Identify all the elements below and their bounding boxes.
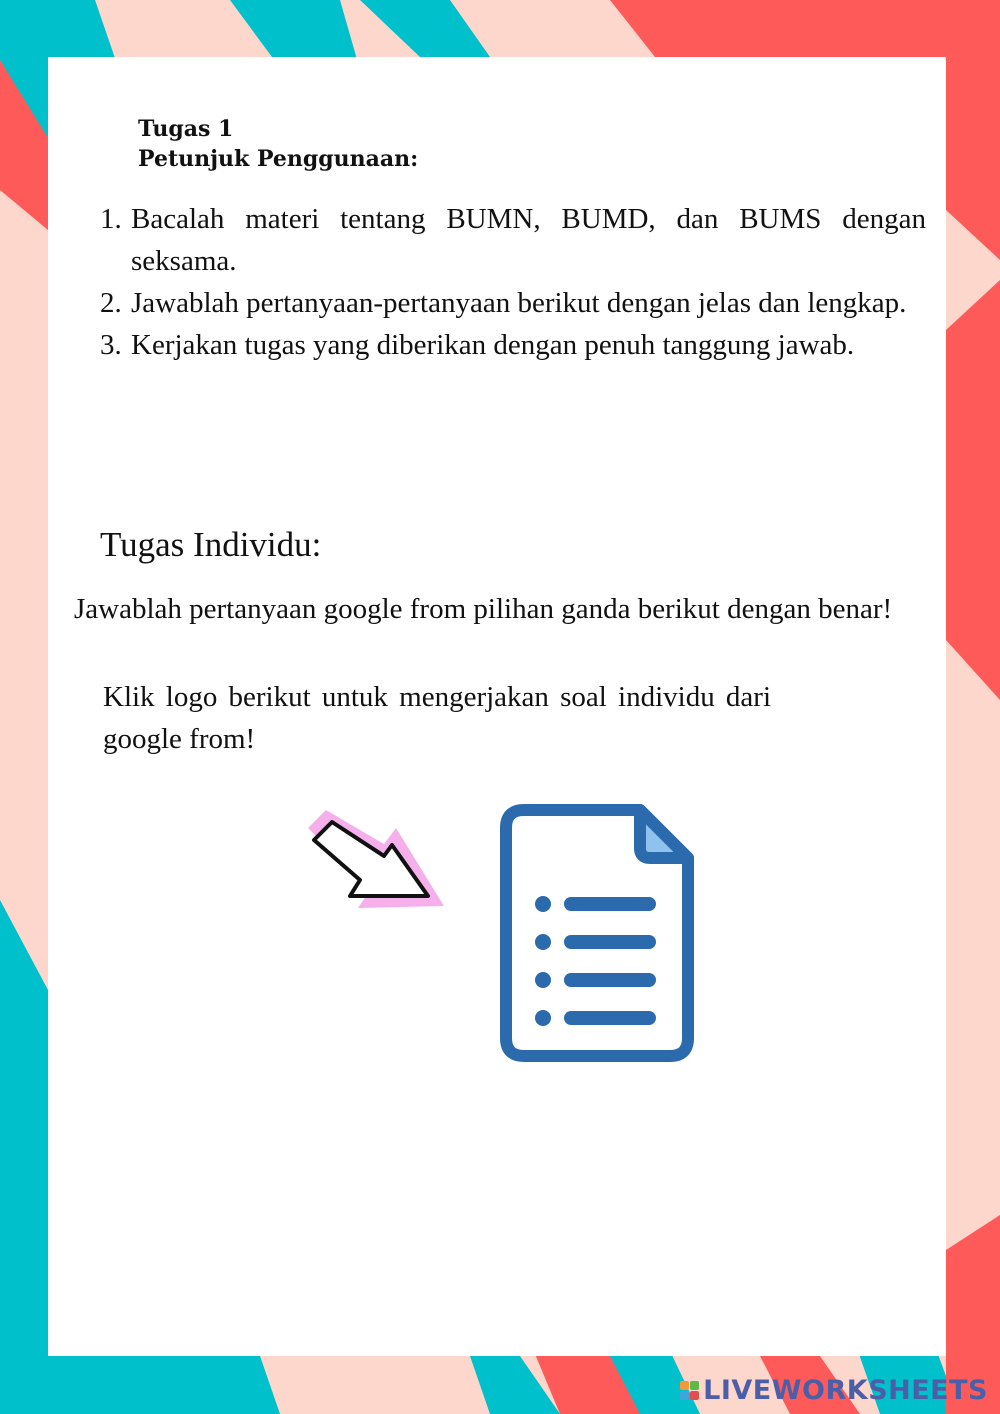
- list-number: 2.: [100, 287, 122, 319]
- stripe-coral-right: [946, 280, 1000, 700]
- stripe-teal-top2: [360, 0, 490, 57]
- document-list-icon[interactable]: [492, 800, 702, 1070]
- list-number: 1.: [100, 203, 122, 235]
- section-title: Tugas Individu:: [100, 525, 322, 564]
- instructions-list: [100, 198, 926, 366]
- list-item: [100, 282, 926, 324]
- list-text: Jawablah pertanyaan-pertanyaan berikut dengan jelas dan lengkap.: [131, 287, 907, 319]
- click-instruction: Klik logo berikut untuk mengerjakan soal individu dari google from!: [103, 681, 771, 755]
- list-number: 3.: [100, 329, 122, 361]
- task-number: Tugas 1: [138, 116, 234, 142]
- task-description: Jawablah pertanyaan google from pilihan ganda berikut dengan benar!: [74, 593, 893, 625]
- arrow-pointer-icon: [298, 800, 448, 915]
- list-text: Kerjakan tugas yang diberikan dengan penuh tanggung jawab.: [131, 329, 855, 361]
- stripe-teal-left-bottom: [0, 1356, 280, 1414]
- list-text: Bacalah materi tentang BUMN, BUMD, dan BUMS dengan seksama.: [131, 203, 926, 277]
- watermark-text: LIVEWORKSHEETS: [703, 1375, 988, 1406]
- stripe-teal-left: [0, 900, 48, 1414]
- instructions-title: Petunjuk Penggunaan:: [138, 146, 419, 172]
- list-item: [100, 324, 926, 366]
- liveworksheets-logo-icon: [680, 1381, 699, 1400]
- task-heading: [138, 114, 418, 174]
- liveworksheets-watermark: [680, 1375, 988, 1406]
- list-item: [100, 198, 926, 282]
